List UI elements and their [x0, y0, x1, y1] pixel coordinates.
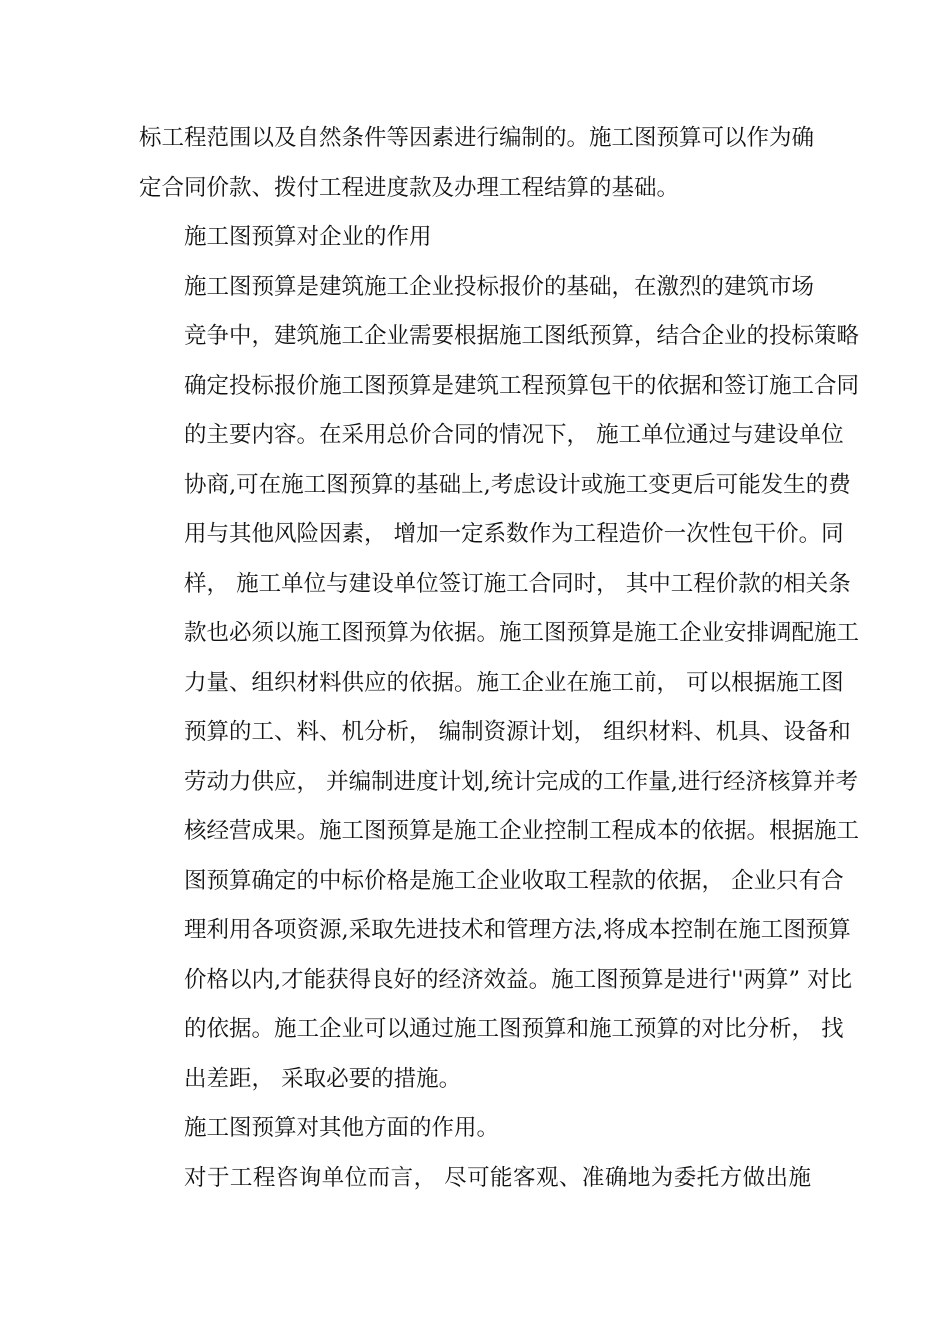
- text-line: 施工图预算是建筑施工企业投标报价的基础，在激烈的建筑市场: [184, 273, 815, 300]
- text-line: 理利用各项资源,采取先进技术和管理方法,将成本控制在施工图预算: [184, 917, 851, 943]
- text-line: 施工图预算对其他方面的作用。: [184, 1115, 500, 1141]
- text-line: 样， 施工单位与建设单位签订施工合同时， 其中工程价款的相关条: [184, 570, 851, 597]
- text-line: 协商,可在施工图预算的基础上,考虑设计或施工变更后可能发生的费: [184, 471, 851, 498]
- text-line: 款也必须以施工图预算为依据。施工图预算是施工企业安排调配施工: [184, 620, 860, 646]
- text-line: 劳动力供应， 并编制进度计划,统计完成的工作量,进行经济核算并考: [184, 768, 858, 795]
- text-line: 出差距， 采取必要的措施。: [184, 1065, 462, 1092]
- section-heading-other-roles: [139, 1104, 811, 1154]
- text-line: 标工程范围以及自然条件等因素进行编制的。施工图预算可以作为确: [139, 125, 815, 151]
- text-line: 竞争中，建筑施工企业需要根据施工图纸预算，结合企业的投标策略: [184, 323, 860, 349]
- text-line: 对于工程咨询单位而言， 尽可能客观、准确地为委托方做出施: [184, 1164, 811, 1191]
- text-line: 定合同价款、拨付工程进度款及办理工程结算的基础。: [139, 174, 680, 201]
- paragraph-intro-continuation: [139, 114, 815, 213]
- text-line: 核经营成果。施工图预算是施工企业控制工程成本的依据。根据施工: [184, 818, 860, 844]
- paragraph-enterprise-role: [139, 263, 860, 1105]
- text-line: 用与其他风险因素， 增加一定系数作为工程造价一次性包干价。同: [184, 521, 844, 547]
- text-line: 确定投标报价施工图预算是建筑工程预算包干的依据和签订施工合同: [184, 372, 860, 399]
- text-line: 价格以内,才能获得良好的经济效益。施工图预算是进行''两算” 对比: [184, 966, 853, 993]
- text-line: 图预算确定的中标价格是施工企业收取工程款的依据， 企业只有合: [184, 867, 844, 894]
- section-heading-enterprise-role: [139, 213, 811, 263]
- text-line: 的依据。施工企业可以通过施工图预算和施工预算的对比分析， 找: [184, 1016, 844, 1042]
- paragraph-consulting-role: [139, 1154, 811, 1204]
- text-line: 力量、组织材料供应的依据。施工企业在施工前， 可以根据施工图: [184, 669, 844, 696]
- text-line: 预算的工、料、机分析， 编制资源计划， 组织材料、机具、设备和: [184, 719, 851, 745]
- text-line: 施工图预算对企业的作用: [184, 224, 432, 250]
- text-line: 的主要内容。在采用总价合同的情况下， 施工单位通过与建设单位: [184, 422, 844, 448]
- document-body: [139, 114, 860, 1203]
